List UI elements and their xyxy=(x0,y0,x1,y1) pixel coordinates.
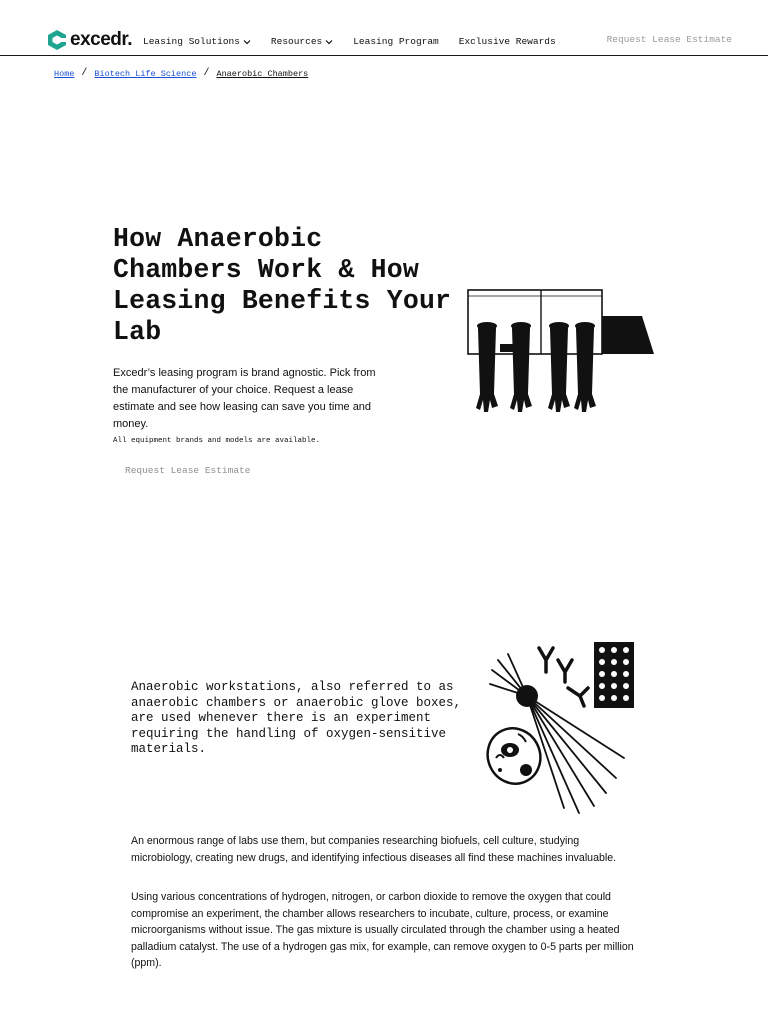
section-paragraph: An enormous range of labs use them, but companies researching biofuels, cell culture, studying microbiology, creating new drugs, and identifying infectious diseases all find these machines invaluable. xyxy=(131,835,617,864)
nav-label: Resources xyxy=(270,36,323,47)
breadcrumb-biotech-link[interactable]: Biotech Life Science xyxy=(94,68,197,79)
excedr-logo[interactable] xyxy=(46,29,132,51)
nav-label: Leasing Solutions xyxy=(143,36,240,47)
page-title: How Anaerobic Chambers Work & How Leasing Benefits Your Lab xyxy=(113,224,452,347)
hero-note: All equipment brands and models are available. xyxy=(113,437,321,445)
site-header xyxy=(0,0,768,56)
excedr-logo-icon xyxy=(46,29,68,51)
main-nav xyxy=(143,36,576,47)
microbiology-cells-antibodies-icon xyxy=(484,638,639,818)
hero-description: Excedr’s leasing program is brand agnostic. Pick from the manufacturer of your choice. Request a lease estimate and see how leasing can save you time and money. xyxy=(113,367,376,430)
nav-label: Leasing Program xyxy=(353,36,439,47)
breadcrumb-separator: / xyxy=(81,68,88,79)
anaerobic-chamber-gloves-icon xyxy=(462,284,658,418)
chevron-down-icon xyxy=(325,38,333,46)
breadcrumb xyxy=(54,68,308,79)
nav-exclusive-rewards[interactable] xyxy=(459,36,556,47)
chevron-down-icon xyxy=(243,38,251,46)
logo-wordmark: excedr. xyxy=(70,29,132,50)
nav-label: Exclusive Rewards xyxy=(458,36,556,47)
hero-request-estimate-button[interactable]: Request Lease Estimate xyxy=(125,465,251,476)
nav-leasing-solutions[interactable] xyxy=(143,36,251,47)
breadcrumb-home-link[interactable]: Home xyxy=(54,68,75,79)
breadcrumb-separator: / xyxy=(203,68,210,79)
nav-resources[interactable] xyxy=(271,36,333,47)
section-pull-quote: Anaerobic workstations, also referred to as anaerobic chambers or anaerobic glove boxes, are used whenever there is an experiment requiring the handling of oxygen-sensitive materials. xyxy=(131,680,462,757)
nav-leasing-program[interactable] xyxy=(353,36,439,47)
section-paragraph: Using various concentrations of hydrogen, nitrogen, or carbon dioxide to remove the oxygen that could compromise an experiment, the chamber allows researchers to incubate, culture, process, or examine microorganisms without issue. The gas mixture is usually circulated through the chamber using a heated palladium catalyst. The use of a hydrogen gas mix, for example, can remove oxygen to 0-5 parts per million (ppm). xyxy=(131,891,634,969)
header-request-estimate-button[interactable]: Request Lease Estimate xyxy=(606,34,732,45)
breadcrumb-current[interactable]: Anaerobic Chambers xyxy=(216,68,309,79)
